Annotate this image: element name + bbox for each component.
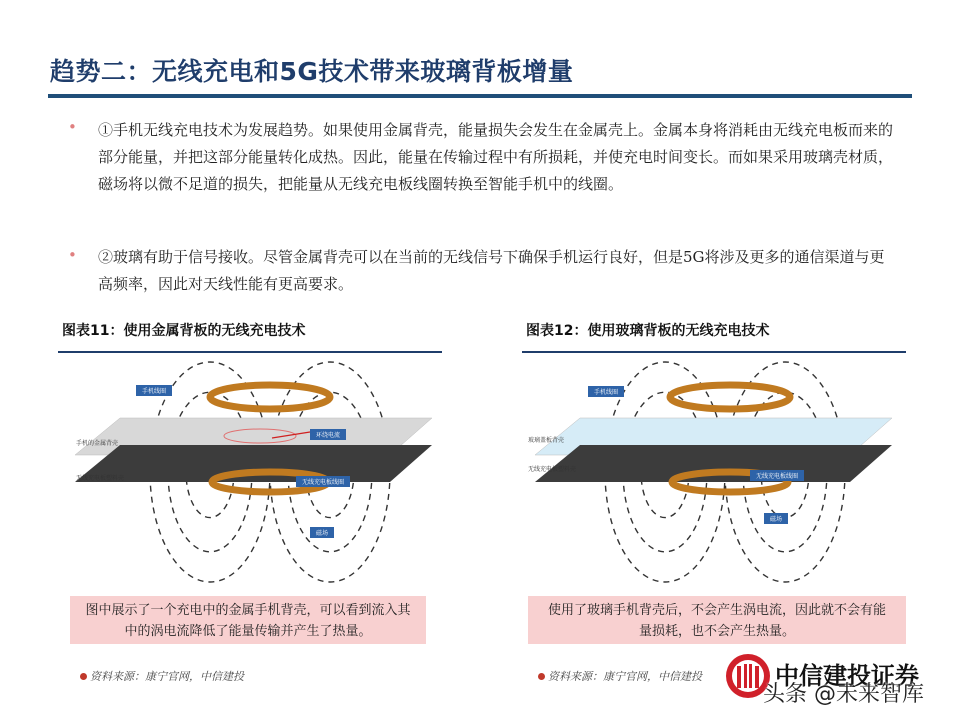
paragraph-5g-signal: ②玻璃有助于信号接收。尽管金属背壳可以在当前的无线信号下确保手机运行良好，但是5G将涉及更多的通信渠道与更高频率，因此对天线性能有更高要求。 <box>98 248 885 293</box>
bullet-marker: • <box>68 246 77 264</box>
label-pad-coil: 无线充电板线圈 <box>750 470 804 481</box>
figure-11-caption: 图中展示了一个充电中的金属手机背壳，可以看到流入其中的涡电流降低了能量传输并产生了热量。 <box>70 596 426 644</box>
label-metal-shell: 手机的金属背壳 <box>76 440 119 447</box>
brand-name: 中信建投证券 <box>775 662 919 690</box>
source-text: 资料来源：康宁官网，中信建投 <box>90 670 244 683</box>
label-glass-shell: 玻璃盖板背壳 <box>528 437 565 444</box>
figure-11-divider <box>58 351 442 353</box>
figure-11-source <box>80 668 244 684</box>
paragraph-wireless-charging: ①手机无线充电技术为发展趋势。如果使用金属背壳，能量损失会发生在金属壳上。金属本身将消耗由无线充电板而来的部分能量，并把这部分能量转化成热。因此，能量在传输过程中有所损耗，并使充电时间变长。而如果采用玻璃壳材质，磁场将以微不足道的损失，把能量从无线充电板线圈转换至智能手机中的线圈。 <box>98 121 894 193</box>
figure-12-divider <box>522 351 906 353</box>
phone-coil <box>670 385 790 409</box>
phone-coil <box>210 385 330 409</box>
glass-back-charging-diagram <box>520 360 900 590</box>
title-divider <box>48 94 912 98</box>
label-pad-coil: 无线充电板线圈 <box>296 476 350 487</box>
label-pad-shell: 无线充电板塑料壳 <box>528 466 577 473</box>
bullet-marker: • <box>68 118 77 136</box>
source-text: 资料来源：康宁官网，中信建投 <box>548 670 702 683</box>
diagram-graphic <box>520 360 900 590</box>
label-phone-coil: 手机线圈 <box>136 385 172 396</box>
figure-12-caption: 使用了玻璃手机背壳后，不会产生涡电流，因此就不会有能量损耗，也不会产生热量。 <box>528 596 906 644</box>
watermark: 头条 @未来智库 <box>763 682 924 707</box>
bullet-dot-icon <box>538 673 545 680</box>
figure-12-source <box>538 668 702 684</box>
bullet-dot-icon <box>80 673 87 680</box>
label-pad-shell: 无线充电板塑料壳 <box>76 475 125 482</box>
figure-12-title: 图表12：使用玻璃背板的无线充电技术 <box>526 323 770 339</box>
charging-pad-plate <box>535 445 892 482</box>
metal-back-charging-diagram <box>60 360 440 590</box>
label-phone-coil: 手机线圈 <box>588 386 624 397</box>
charging-pad-plate <box>75 445 432 482</box>
page-title: 趋势二：无线充电和5G技术带来玻璃背板增量 <box>50 57 574 86</box>
label-magnetic-field: 磁场 <box>764 513 788 524</box>
figure-11-title: 图表11：使用金属背板的无线充电技术 <box>62 323 306 339</box>
label-magnetic-field: 磁场 <box>310 527 334 538</box>
label-eddy-current: 环绕电流 <box>310 429 346 440</box>
